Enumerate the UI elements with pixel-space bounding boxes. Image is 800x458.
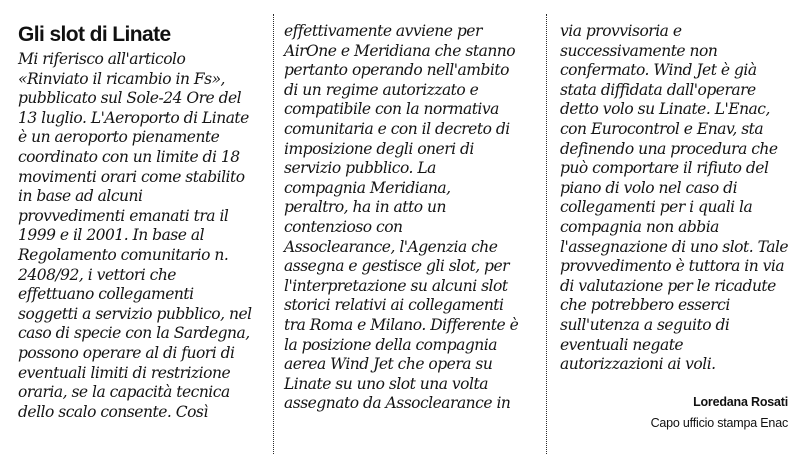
text-line: compagnia Meridiana,	[284, 178, 451, 197]
text-line: compagnia non abbia	[560, 217, 719, 236]
text-line: eventuali limiti di restrizione	[18, 363, 231, 382]
text-line: collegamenti per i quali la	[560, 198, 753, 217]
text-line: di valutazione per le ricadute	[560, 276, 776, 295]
article-column-2	[284, 22, 539, 414]
text-line: stata diffidata dall'operare	[560, 80, 756, 99]
text-line: «Rinviato il ricambio in Fs»,	[18, 69, 225, 88]
text-line: in base ad alcuni	[18, 187, 143, 206]
text-line: Assoclearance, l'Agenzia che	[284, 237, 498, 256]
text-line: servizio pubblico. La	[284, 159, 436, 178]
text-line: provvedimento è tuttora in via	[560, 257, 785, 276]
text-line: peraltro, ha in atto un	[284, 198, 446, 217]
text-line: tra Roma e Milano. Differente è	[284, 315, 519, 334]
text-line: la posizione della compagnia	[284, 335, 497, 354]
text-line: sull'utenza a seguito di	[560, 315, 730, 334]
text-line: effettuano collegamenti	[18, 285, 194, 304]
text-line: piano di volo nel caso di	[560, 178, 738, 197]
text-line: soggetti a servizio pubblico, nel	[18, 304, 252, 323]
text-line: l'assegnazione di uno slot. Tale	[560, 237, 789, 256]
text-line: di un regime autorizzato e	[284, 80, 479, 99]
text-line: via provvisoria e	[560, 22, 682, 40]
text-line: assegnato da Assoclearance in	[284, 394, 511, 413]
text-line: definendo una procedura che	[560, 139, 778, 158]
article-column-3	[560, 22, 795, 375]
text-line: effettivamente avviene per	[284, 22, 482, 40]
text-line: compatibile con la normativa	[284, 100, 499, 119]
text-line: pertanto operando nell'ambito	[284, 61, 509, 80]
text-line: 13 luglio. L'Aeroporto di Linate	[18, 108, 249, 127]
text-line: caso di specie con la Sardegna,	[18, 324, 250, 343]
text-line: provvedimenti emanati tra il	[18, 206, 229, 225]
text-line: eventuali negate	[560, 335, 684, 354]
article-title: Gli slot di Linate	[18, 23, 171, 46]
text-line: Regolamento comunitario n.	[18, 245, 229, 264]
text-line: oraria, se la capacità tecnica	[18, 383, 230, 402]
text-line: imposizione degli oneri di	[284, 139, 474, 158]
text-line: con Eurocontrol e Enav, sta	[560, 119, 764, 138]
text-line: autorizzazioni ai voli.	[560, 355, 716, 374]
text-line: movimenti orari come stabilito	[18, 167, 245, 186]
text-line: aerea Wind Jet che opera su	[284, 355, 493, 374]
text-line: possono operare al di fuori di	[18, 343, 235, 362]
column-divider	[546, 14, 547, 454]
text-line: AirOne e Meridiana che stanno	[284, 41, 516, 60]
text-line: assegna e gestisce gli slot, per	[284, 257, 510, 276]
text-line: contenzioso con	[284, 217, 403, 236]
text-line: coordinato con un limite di 18	[18, 147, 240, 166]
article-column-1	[18, 50, 268, 422]
text-line: che potrebbero esserci	[560, 296, 730, 315]
text-line: 2408/92, i vettori che	[18, 265, 176, 284]
text-line: confermato. Wind Jet è già	[560, 61, 757, 80]
text-line: l'interpretazione su alcuni slot	[284, 276, 508, 295]
text-line: Mi riferisco all'articolo	[18, 50, 186, 68]
text-line: può comportare il rifiuto del	[560, 159, 769, 178]
text-line: Linate su uno slot una volta	[284, 374, 488, 393]
text-line: 1999 e il 2001. In base al	[18, 226, 205, 245]
text-line: detto volo su Linate. L'Enac,	[560, 100, 770, 119]
text-line: è un aeroporto pienamente	[18, 128, 220, 147]
author-role: Capo ufficio stampa Enac	[650, 416, 788, 430]
text-line: dello scalo consente. Così	[18, 402, 208, 421]
text-line: storici relativi ai collegamenti	[284, 296, 504, 315]
text-line: pubblicato sul Sole-24 Ore del	[18, 89, 242, 108]
author-signature: Loredana Rosati	[693, 395, 788, 409]
text-line: successivamente non	[560, 41, 718, 60]
column-divider	[273, 14, 274, 454]
text-line: comunitaria e con il decreto di	[284, 119, 510, 138]
